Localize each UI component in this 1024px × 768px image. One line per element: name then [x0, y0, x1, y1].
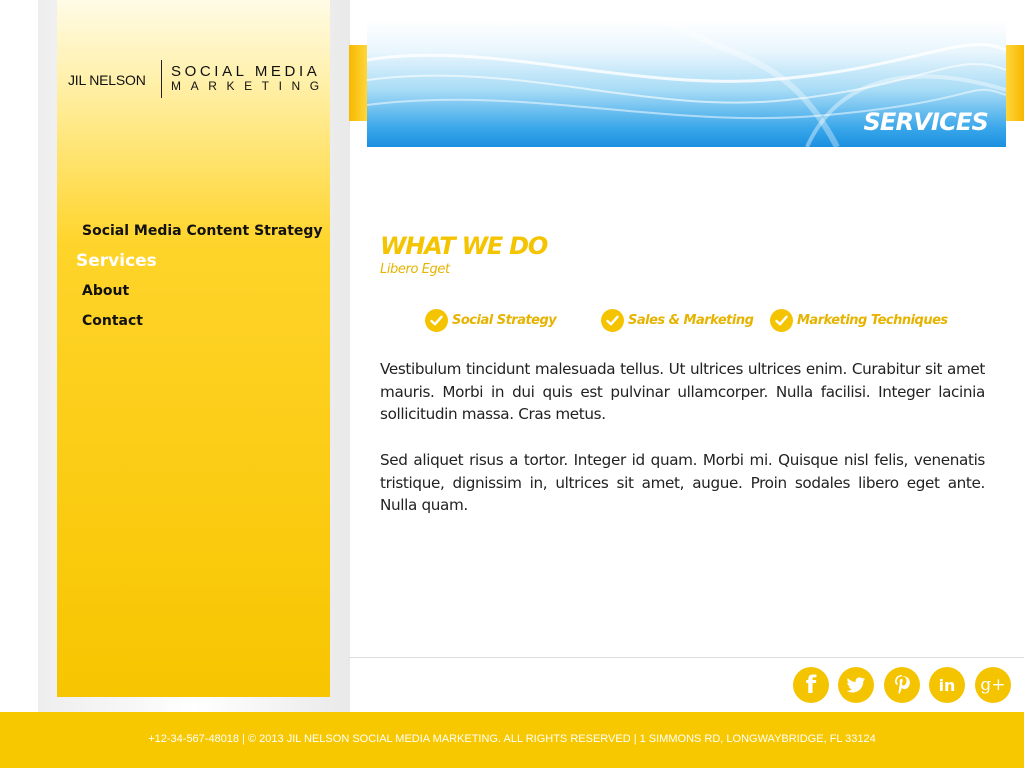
twitter-icon[interactable]: [838, 667, 874, 703]
content-divider: [349, 657, 1024, 658]
nav-item-social-media-content-strategy[interactable]: Social Media Content Strategy: [82, 223, 323, 239]
body-paragraph-2: Sed aliquet risus a tortor. Integer id quam. Morbi mi. Quisque nisl felis, venenatis tristique, dignissim in, ultrices sit amet, augue. Proin sodales libero eget ante. Nulla quam.: [380, 451, 985, 514]
logo-tagline-bottom: MARKETING: [171, 79, 329, 93]
footer: [0, 712, 1024, 768]
facebook-icon[interactable]: f: [793, 667, 829, 703]
section-subheading: Libero Eget: [380, 262, 450, 277]
logo-name: JIL NELSON: [68, 72, 146, 88]
body-paragraph-1: Vestibulum tincidunt malesuada tellus. Ut ultrices ultrices enim. Curabitur sit amet mauris. Morbi in dui quis est pulvinar ullamcorper. Nulla facilisi. Integer lacinia sollicitudin massa. Cras metus.: [380, 360, 985, 423]
pinterest-icon[interactable]: [884, 667, 920, 703]
feature-label: Sales & Marketing: [628, 312, 754, 328]
linkedin-icon[interactable]: in: [929, 667, 965, 703]
nav-item-services[interactable]: Services: [76, 251, 157, 271]
banner-tab-left: [349, 45, 367, 121]
services-banner: [367, 20, 1006, 147]
check-icon: [601, 309, 624, 332]
google-plus-icon[interactable]: g+: [975, 667, 1011, 703]
banner-tab-right: [1006, 45, 1024, 121]
banner-title: SERVICES: [863, 108, 988, 136]
feature-label: Social Strategy: [452, 312, 557, 328]
feature-sales-marketing[interactable]: [601, 308, 753, 332]
check-icon: [770, 309, 793, 332]
nav-item-contact[interactable]: Contact: [82, 313, 143, 329]
logo-divider: [161, 60, 162, 98]
feature-social-strategy[interactable]: [425, 308, 556, 332]
section-heading: WHAT WE DO: [380, 232, 548, 260]
logo-tagline-top: SOCIAL MEDIA: [171, 63, 321, 80]
sidebar: [57, 0, 330, 697]
nav-item-about[interactable]: About: [82, 283, 130, 299]
check-icon: [425, 309, 448, 332]
logo[interactable]: [68, 58, 328, 98]
feature-marketing-techniques[interactable]: [770, 308, 948, 332]
sidebar-nav: [76, 220, 326, 340]
feature-label: Marketing Techniques: [797, 312, 948, 328]
footer-text: +12-34-567-48018 | © 2013 JIL NELSON SOCIAL MEDIA MARKETING. ALL RIGHTS RESERVED | 1 SIMMONS RD, LONGWAYBRIDGE, FL 33124: [148, 733, 876, 745]
